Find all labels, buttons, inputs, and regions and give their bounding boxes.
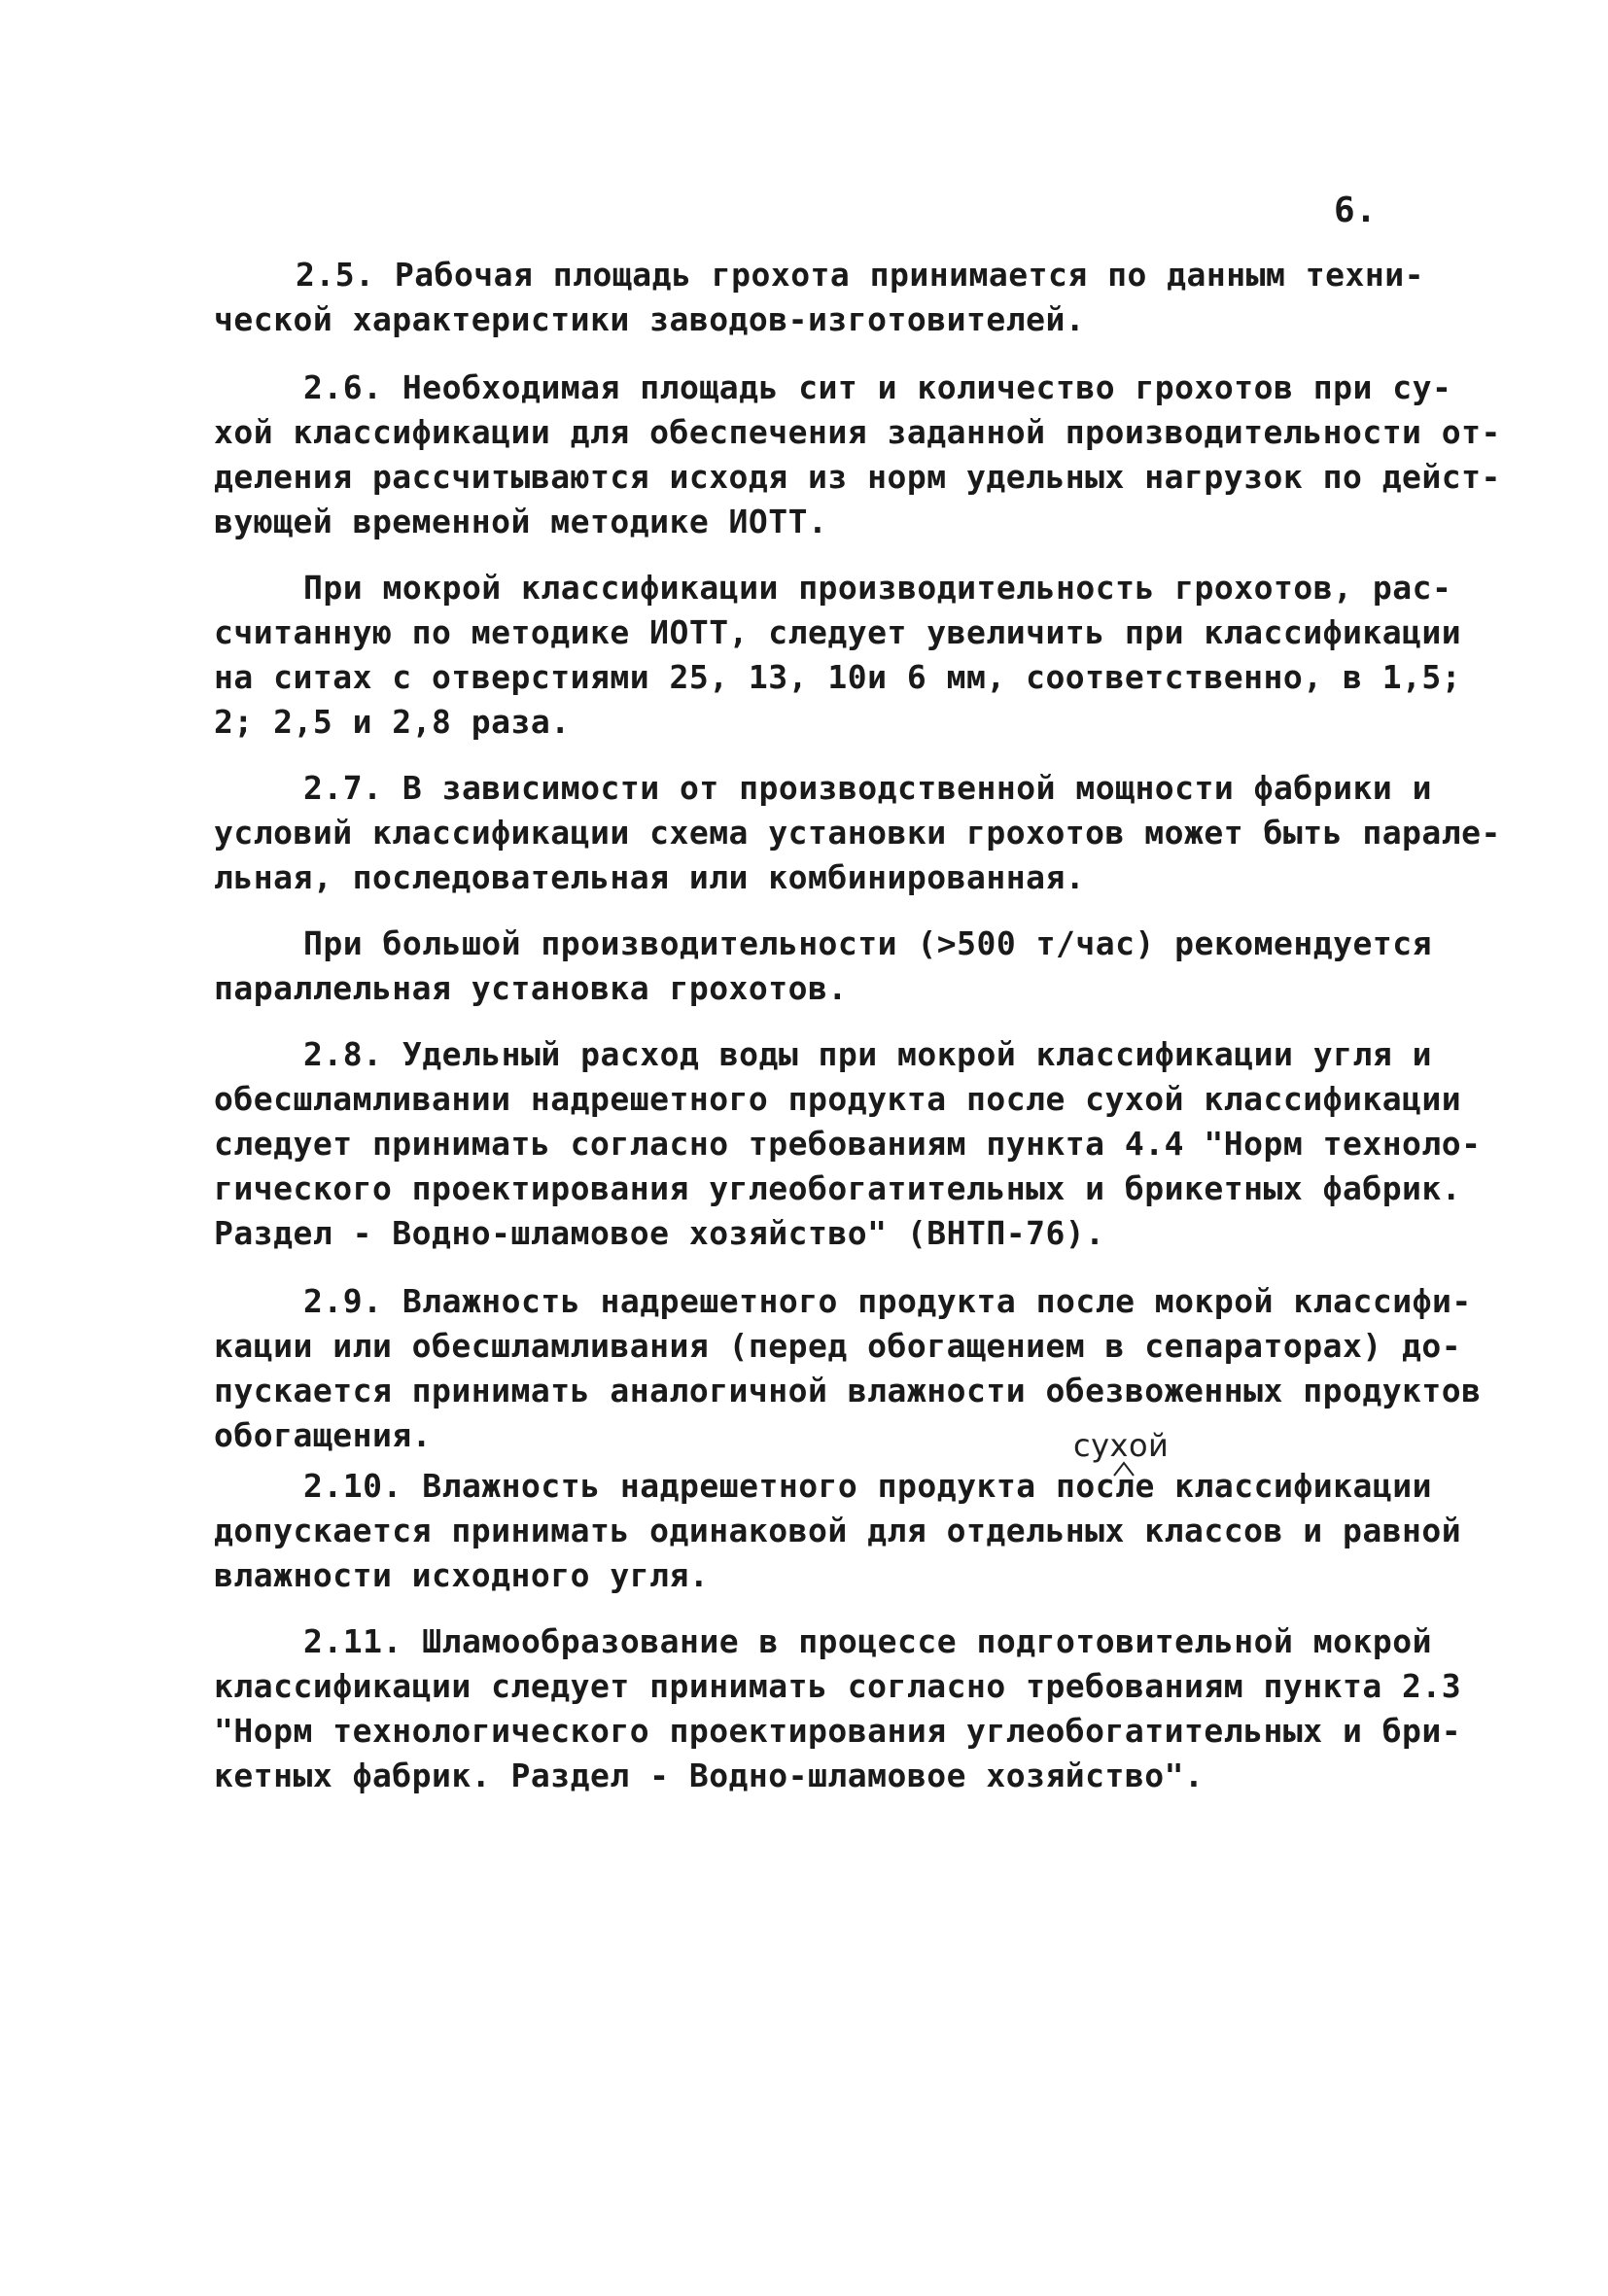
paragraph-2-9-line: кации или обесшламливания (перед обогащением в сепараторах) до- — [214, 1327, 1462, 1365]
handwritten-insertion: сухой — [1073, 1427, 1170, 1464]
paragraph-2-6-line: вующей временной методике ИОТТ. — [214, 503, 828, 540]
paragraph-2-9-line: 2.9. Влажность надрешетного продукта после мокрой классифи- — [303, 1282, 1472, 1320]
paragraph-2-10-line: 2.10. Влажность надрешетного продукта после классификации — [303, 1467, 1432, 1505]
paragraph-2-10-line: влажности исходного угля. — [214, 1556, 710, 1594]
paragraph-2-8-line: Раздел - Водно-шламовое хозяйство" (ВНТП-76). — [214, 1214, 1105, 1252]
paragraph-2-7-line: условий классификации схема установки грохотов может быть парале- — [214, 814, 1501, 852]
paragraph-wet-line: При мокрой классификации производительность грохотов, рас- — [303, 569, 1452, 607]
paragraph-wet-line: 2; 2,5 и 2,8 раза. — [214, 703, 571, 741]
paragraph-throughput-line: При большой производительности (>500 т/час) рекомендуется — [303, 924, 1432, 962]
paragraph-2-8-line: следует принимать согласно требованиям пункта 4.4 "Норм техноло- — [214, 1125, 1482, 1163]
paragraph-2-6-line: 2.6. Необходимая площадь сит и количество грохотов при су- — [303, 368, 1452, 406]
page-number: 6. — [1334, 191, 1378, 230]
paragraph-2-8-line: 2.8. Удельный расход воды при мокрой классификации угля и — [303, 1035, 1432, 1073]
paragraph-2-7-line: льная, последовательная или комбинированная. — [214, 858, 1086, 896]
paragraph-2-9-line: обогащения. — [214, 1416, 433, 1454]
paragraph-2-8-line: обесшламливании надрешетного продукта после сухой классификации — [214, 1080, 1462, 1118]
paragraph-2-5-line: 2.5. Рабочая площадь грохота принимается по данным техни- — [296, 256, 1424, 294]
paragraph-2-10-line: допускается принимать одинаковой для отдельных классов и равной — [214, 1512, 1462, 1549]
paragraph-2-11-line: классификации следует принимать согласно требованиям пункта 2.3 — [214, 1667, 1462, 1705]
paragraph-2-11-line: "Норм технологического проектирования углеобогатительных и бри- — [214, 1712, 1462, 1750]
paragraph-2-5-line: ческой характеристики заводов-изготовителей. — [214, 300, 1086, 338]
paragraph-throughput-line: параллельная установка грохотов. — [214, 969, 848, 1007]
paragraph-2-6-line: деления рассчитываются исходя из норм удельных нагрузок по дейст- — [214, 458, 1501, 496]
paragraph-wet-line: на ситах с отверстиями 25, 13, 10и 6 мм, соответственно, в 1,5; — [214, 658, 1462, 696]
paragraph-wet-line: считанную по методике ИОТТ, следует увеличить при классификации — [214, 613, 1462, 651]
paragraph-2-9-line: пускается принимать аналогичной влажности обезвоженных продуктов — [214, 1372, 1482, 1409]
paragraph-2-11-line: кетных фабрик. Раздел - Водно-шламовое хозяйство". — [214, 1757, 1205, 1794]
paragraph-2-6-line: хой классификации для обеспечения заданной производительности от- — [214, 413, 1501, 451]
paragraph-2-11-line: 2.11. Шламообразование в процессе подготовительной мокрой — [303, 1622, 1432, 1660]
paragraph-2-8-line: гического проектирования углеобогатительных и брикетных фабрик. — [214, 1169, 1462, 1207]
paragraph-2-7-line: 2.7. В зависимости от производственной мощности фабрики и — [303, 769, 1432, 807]
